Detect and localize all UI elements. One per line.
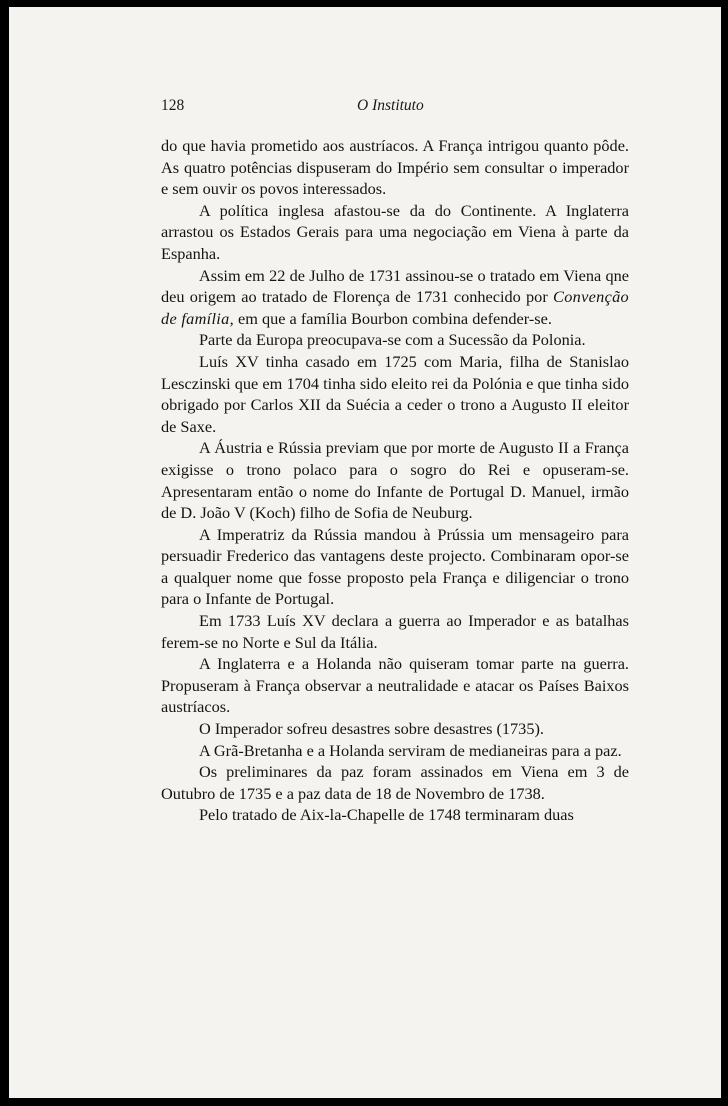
- paragraph: A Áustria e Rússia previam que por morte de Augusto II a França exigisse o trono polaco para o sogro do Rei e opuseram-se. Apresentaram então o nome do Infante de Portugal D. Manuel, irmão de D. João V (Koch) filho de Sofia de Neuburg.: [161, 438, 629, 523]
- paragraph: Luís XV tinha casado em 1725 com Maria, filha de Stanislao Lesczinski que em 1704 tinha sido eleito rei da Polónia e que tinha sido obrigado por Carlos XII da Suécia a ceder o trono a Augusto II eleitor de Saxe.: [161, 351, 629, 436]
- paragraph-text: em que a família Bourbon combina defender-se.: [233, 308, 552, 328]
- paragraph: A Grã-Bretanha e a Holanda serviram de medianeiras para a paz.: [199, 740, 622, 760]
- running-title: O Instituto: [357, 97, 424, 114]
- paragraph: Em 1733 Luís XV declara a guerra ao Imperador e as batalhas ferem-se no Norte e Sul da Itália.: [161, 611, 629, 652]
- page-number: 128: [161, 97, 185, 114]
- paragraph: A política inglesa afastou-se da do Continente. A Inglaterra arrastou os Estados Gerais para uma negociação em Viena à parte da Espanha.: [161, 200, 629, 263]
- paragraph: [161, 265, 629, 330]
- book-page: [9, 7, 721, 1098]
- paragraph: Os preliminares da paz foram assinados em Viena em 3 de Outubro de 1735 e a paz data de 18 de Novembro de 1738.: [161, 762, 629, 803]
- paragraph: A Imperatriz da Rússia mandou à Prússia um mensageiro para persuadir Frederico das vantagens deste projecto. Combinaram opor-se a qualquer nome que fosse proposto pela França e diligenciar o trono para o Infante de Portugal.: [161, 524, 629, 609]
- paragraph: O Imperador sofreu desastres sobre desastres (1735).: [199, 719, 544, 739]
- page-header: [161, 97, 639, 117]
- paragraph: Parte da Europa preocupava-se com a Sucessão da Polonia.: [199, 330, 586, 350]
- paragraph: Pelo tratado de Aix-la-Chapelle de 1748 terminaram duas: [199, 805, 574, 825]
- paragraph: A Inglaterra e a Holanda não quiseram tomar parte na guerra. Propuseram à França observar a neutralidade e atacar os Países Baixos austríacos.: [161, 654, 629, 717]
- paragraph-text: Assim em 22 de Julho de 1731 assinou-se o tratado em Viena qne deu origem ao tratado de Florença de 1731 conhecido por: [161, 265, 629, 307]
- paragraph: do que havia prometido aos austríacos. A França intrigou quanto pôde. As quatro potências dispuseram do Império sem consultar o imperador e sem ouvir os povos interessados.: [161, 136, 629, 199]
- emphasized-title: Convenção de família,: [161, 287, 629, 328]
- body-text: [161, 135, 629, 826]
